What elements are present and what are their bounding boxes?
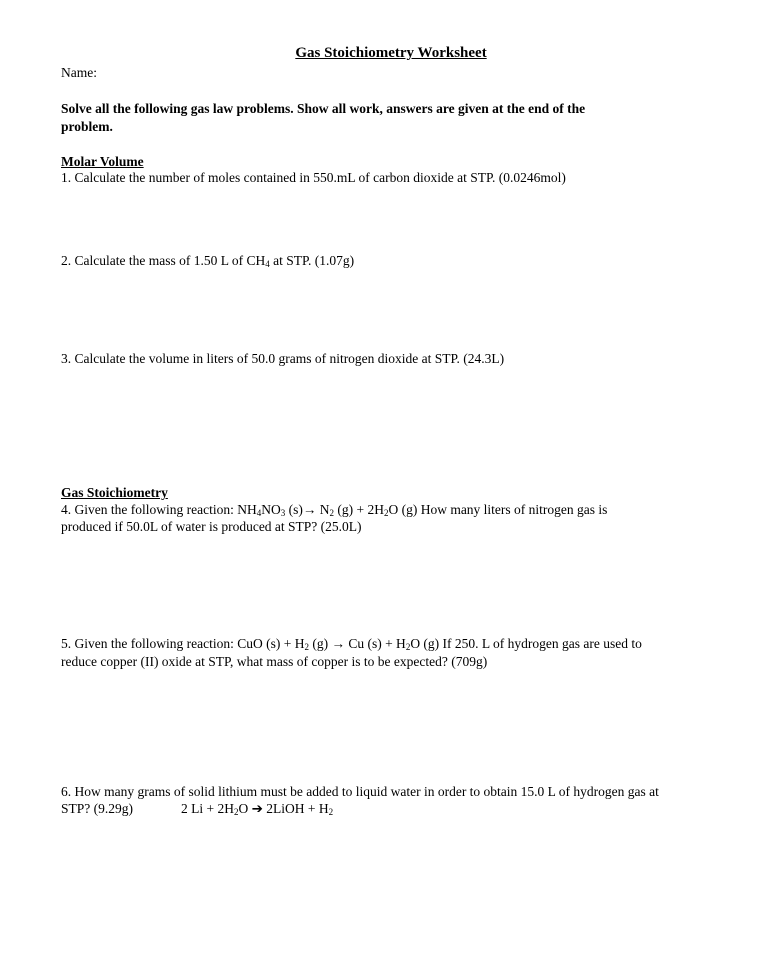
question-5-line-2: reduce copper (II) oxide at STP, what mass of copper is to be expected? (709g): [61, 654, 488, 669]
question-5-text-b: (g) → Cu (s) + H: [308, 636, 406, 651]
question-2: [61, 253, 354, 269]
section-heading-molar-volume: Molar Volume: [61, 154, 144, 169]
question-4-sub-1: 4: [256, 508, 262, 518]
question-4-line-2: produced if 50.0L of water is produced at STP? (25.0L): [61, 519, 362, 534]
section-heading-gas-stoichiometry: Gas Stoichiometry: [61, 485, 168, 500]
question-4-sub-4: 2: [383, 508, 389, 518]
question-6-eq-text-b: O ➔ 2LiOH + H: [238, 801, 329, 816]
question-1: 1. Calculate the number of moles contained in 550.mL of carbon dioxide at STP. (0.0246mol): [61, 170, 566, 185]
question-6-equation: [181, 801, 333, 817]
question-2-text-a: 2. Calculate the mass of 1.50 L of CH: [61, 253, 266, 268]
question-5-line-1: [61, 636, 642, 652]
question-2-subscript: 4: [265, 259, 270, 269]
question-2-text-b: at STP. (1.07g): [269, 253, 355, 268]
instructions-line-2: problem.: [61, 119, 113, 134]
question-5-sub-1: 2: [304, 642, 309, 652]
question-4-text-a: 4. Given the following reaction: NH: [61, 502, 257, 517]
question-4-text-d: (g) + 2H: [333, 502, 384, 517]
question-4-line-1: [61, 502, 607, 518]
question-6-eq-sub-1: 2: [234, 807, 239, 817]
question-4-text-e: O (g) How many liters of nitrogen gas is: [388, 502, 608, 517]
page-title: Gas Stoichiometry Worksheet: [295, 45, 487, 61]
question-6-eq-text-a: 2 Li + 2H: [181, 801, 234, 816]
question-5-sub-2: 2: [405, 642, 411, 652]
name-label: Name:: [61, 65, 97, 80]
instructions-line-1: Solve all the following gas law problems. Show all work, answers are given at the end of the: [61, 101, 586, 116]
question-6-line-1: 6. How many grams of solid lithium must be added to liquid water in order to obtain 15.0 L of hydrogen gas at: [61, 784, 659, 799]
question-4-text-b: NO: [261, 502, 281, 517]
question-6-answer: STP? (9.29g): [61, 801, 133, 816]
question-4-sub-2: 3: [280, 508, 286, 518]
question-5-text-a: 5. Given the following reaction: CuO (s) + H: [61, 636, 305, 651]
question-4-text-c: (s)→ N: [285, 502, 330, 517]
question-4-sub-3: 2: [329, 508, 334, 518]
question-3: 3. Calculate the volume in liters of 50.0 grams of nitrogen dioxide at STP. (24.3L): [61, 351, 505, 366]
question-5-text-c: O (g) If 250. L of hydrogen gas are used to: [410, 636, 642, 651]
question-6-eq-sub-2: 2: [328, 807, 334, 817]
